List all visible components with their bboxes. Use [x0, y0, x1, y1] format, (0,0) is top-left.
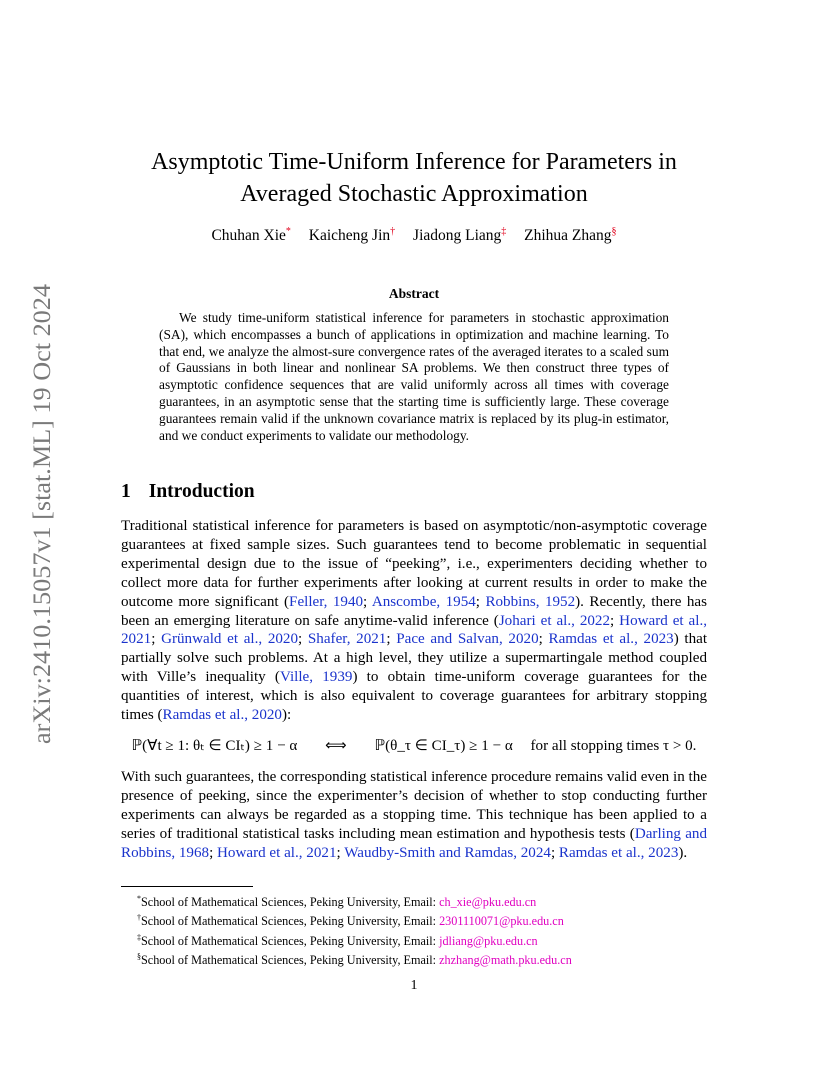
title-line-2: Averaged Stochastic Approximation	[240, 181, 588, 207]
separator: ;	[475, 593, 486, 610]
footnotes	[137, 891, 572, 969]
section-number: 1	[121, 481, 131, 502]
citation-link[interactable]: Howard et al., 2021	[121, 612, 707, 648]
text-run: ). Recently, there has been an emerging literature on safe anytime-valid inference (	[121, 593, 707, 629]
citation-link[interactable]: Darling and Robbins, 1968	[121, 825, 707, 861]
equation-tail: for all stopping times τ > 0.	[530, 738, 697, 754]
display-equation	[121, 736, 707, 755]
arxiv-stamp-text: arXiv:2410.15057v1 [stat.ML] 19 Oct 2024	[29, 305, 56, 744]
author-name: Zhihua Zhang	[524, 227, 612, 245]
page-number: 1	[410, 978, 418, 993]
title-line-1: Asymptotic Time-Uniform Inference for Parameters in	[151, 149, 677, 175]
text-run: ) to obtain time-uniform coverage guarantees for the quantities of interest, which is also equivalent to coverage guarantees for arbitrary stopping times (	[121, 669, 708, 724]
citation-link[interactable]: Ramdas et al., 2020	[162, 707, 282, 724]
footnote	[137, 949, 572, 968]
text-run: ).	[678, 844, 688, 861]
citation-link[interactable]: Ramdas et al., 2023	[548, 631, 674, 648]
abstract-heading: Abstract	[388, 286, 440, 301]
citation-link[interactable]: Robbins, 1952	[485, 593, 576, 610]
footnote-mark: ‡	[137, 932, 141, 942]
citation-link[interactable]: Ville, 1939	[279, 669, 353, 686]
equivalence-symbol: ⟺	[325, 738, 347, 754]
separator: ;	[550, 844, 559, 861]
text-run: ) that partially solve such problems. At a high level, they utilize a supermartingale method coupled with Ville’s inequality (	[121, 631, 708, 686]
author	[413, 227, 506, 244]
author-mark[interactable]: §	[611, 226, 617, 237]
author	[524, 227, 616, 244]
section-title: Introduction	[148, 481, 255, 502]
citation-link[interactable]: Johari et al., 2022	[498, 612, 611, 629]
intro-paragraph-2	[121, 768, 707, 863]
separator: ;	[386, 631, 397, 648]
equation-rhs: ℙ(θ_τ ∈ CI_τ) ≥ 1 − α	[374, 738, 513, 754]
intro-paragraph-1	[121, 517, 707, 725]
author-mark[interactable]: †	[390, 226, 396, 237]
separator: ;	[151, 631, 162, 648]
email-link[interactable]: jdliang@pku.edu.cn	[439, 934, 538, 948]
citation-link[interactable]: Pace and Salvan, 2020	[396, 631, 539, 648]
footnote-text: School of Mathematical Sciences, Peking University, Email:	[141, 953, 440, 968]
separator: ;	[298, 631, 308, 648]
footnote-text: School of Mathematical Sciences, Peking University, Email:	[141, 914, 440, 929]
separator: ;	[538, 631, 549, 648]
author-mark[interactable]: *	[285, 226, 291, 237]
author	[211, 227, 290, 244]
arxiv-stamp	[20, 284, 60, 744]
author-name: Jiadong Liang	[413, 227, 502, 245]
author-mark[interactable]: ‡	[501, 226, 507, 237]
abstract-text: We study time-uniform statistical inference for parameters in stochastic approximation (SA), which encompasses a bunch of applications in optimization and machine learning. To that end, we analyze the almost-sure convergence rates of the averaged iterates to a scaled sum of Gaussians in both linear and nonlinear SA problems. We then construct three types of asymptotic confidence sequences that are valid uniformly across all times with coverage guarantees, in an asymptotic sense that the starting time is sufficiently large. These coverage guarantees remain valid if the unknown covariance matrix is replaced by its plug-in estimator, and we conduct experiments to validate our methodology.	[159, 310, 669, 443]
citation-link[interactable]: Ramdas et al., 2023	[558, 844, 679, 861]
citation-link[interactable]: Shafer, 2021	[307, 631, 387, 648]
footnote-mark: †	[137, 913, 141, 923]
footnote-mark: §	[137, 952, 141, 962]
footnote-divider	[121, 886, 253, 887]
separator: ;	[610, 612, 620, 629]
email-link[interactable]: 2301110071@pku.edu.cn	[439, 914, 564, 929]
text-run: Traditional statistical inference for parameters is based on asymptotic/non-asymptotic coverage guarantees at fixed sample sizes. Such guarantees tend to become problematic in sequential experimental design due to the issue of “peeking”, i.e., experimenters deciding whether to collect more data for further experiments after looking at current results in order to make the outcome more significant (	[121, 518, 707, 610]
citation-link[interactable]: Howard et al., 2021	[217, 844, 337, 861]
citation-link[interactable]: Anscombe, 1954	[371, 593, 476, 610]
text-run: ):	[281, 707, 292, 724]
author-list	[60, 226, 768, 245]
author-name: Chuhan Xie	[211, 227, 286, 245]
author	[309, 227, 395, 244]
equation-lhs: ℙ(∀t ≥ 1: θₜ ∈ CIₜ) ≥ 1 − α	[131, 738, 298, 754]
footnote-text: School of Mathematical Sciences, Peking University, Email:	[141, 895, 440, 910]
footnote	[137, 930, 572, 949]
section-heading	[121, 481, 255, 503]
text-run: With such guarantees, the corresponding statistical inference procedure remains valid even in the presence of peeking, since the experimenter’s decision of whether to stop conducting further experiments can always be regarded as a stopping time. This technique has been applied to a series of traditional statistical tasks including mean estimation and hypothesis tests (	[121, 769, 707, 842]
footnote-text: School of Mathematical Sciences, Peking University, Email:	[141, 934, 440, 948]
citation-link[interactable]: Feller, 1940	[289, 593, 364, 610]
email-link[interactable]: ch_xie@pku.edu.cn	[439, 895, 537, 910]
footnote	[137, 910, 572, 929]
separator: ;	[336, 844, 345, 861]
citation-link[interactable]: Grünwald et al., 2020	[161, 631, 299, 648]
citation-link[interactable]: Waudby-Smith and Ramdas, 2024	[344, 844, 551, 861]
author-name: Kaicheng Jin	[308, 227, 391, 245]
separator: ;	[363, 593, 372, 610]
paper-title	[60, 146, 768, 210]
separator: ;	[209, 844, 218, 861]
footnote	[137, 891, 572, 910]
footnote-mark: *	[137, 894, 141, 903]
email-link[interactable]: zhzhang@math.pku.edu.cn	[439, 953, 572, 968]
